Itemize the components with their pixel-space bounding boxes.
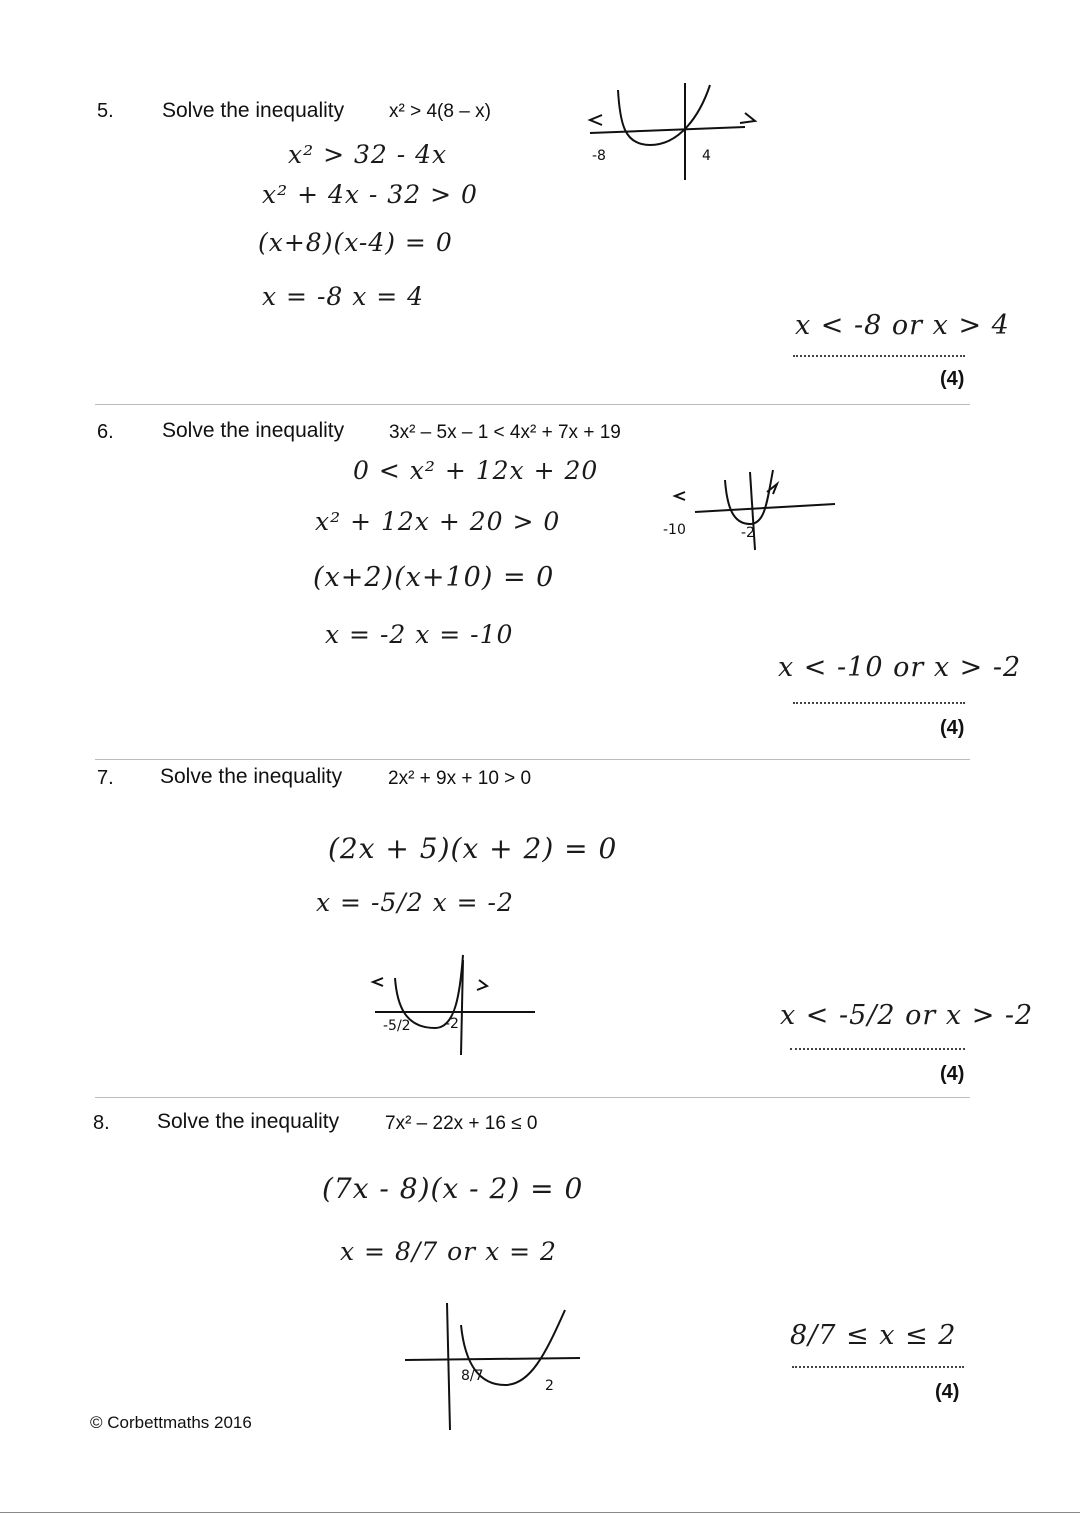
question-6-divider [95,759,970,760]
page-bottom-edge [0,1512,1080,1513]
question-6-prompt: Solve the inequality [162,419,345,442]
question-8-answer-line [792,1366,964,1368]
question-5-marks: (4) [940,368,965,390]
question-8-sketch [395,1295,585,1435]
question-8-marks: (4) [935,1381,960,1403]
question-7-marks: (4) [940,1063,965,1085]
question-5-working-line-1: x² > 32 - 4x [288,140,448,169]
question-6-sketch-label-right: -2 [741,525,755,541]
question-6-expression: 3x² – 5x – 1 < 4x² + 7x + 19 [389,422,621,443]
question-8-answer: 8/7 ≤ x ≤ 2 [790,1320,957,1351]
question-7-divider [95,1097,970,1098]
question-7-sketch-label-left: -5/2 [383,1018,411,1034]
question-7-answer: x < -5/2 or x > -2 [780,1000,1034,1031]
question-5-working-line-4: x = -8 x = 4 [262,282,425,311]
question-5-answer-line [793,355,965,357]
question-5-answer: x < -8 or x > 4 [795,310,1010,341]
question-5-sketch-label-right: 4 [702,148,711,164]
question-6-sketch [655,462,845,552]
question-7-sketch-label-right: -2 [445,1016,459,1032]
question-5-working-line-2: x² + 4x - 32 > 0 [262,180,478,209]
question-8-number: 8. [93,1112,110,1134]
question-8-prompt: Solve the inequality [157,1110,340,1133]
question-6-working-line-2: x² + 12x + 20 > 0 [315,507,561,536]
question-8-working-line-2: x = 8/7 or x = 2 [340,1237,557,1266]
question-7-number: 7. [97,767,114,789]
question-8-sketch-label-right: 2 [545,1378,554,1394]
question-6-number: 6. [97,421,114,443]
question-5-divider [95,404,970,405]
question-6-answer: x < -10 or x > -2 [778,652,1022,683]
question-5-number: 5. [97,100,114,122]
question-6-sketch-label-left: -10 [663,522,686,538]
question-5-expression: x² > 4(8 – x) [389,101,491,122]
question-6-working-line-1: 0 < x² + 12x + 20 [353,456,599,485]
question-5-sketch-label-left: -8 [592,148,606,164]
question-6-marks: (4) [940,717,965,739]
question-6-working-line-3: (x+2)(x+10) = 0 [313,562,555,593]
question-5-sketch [580,75,780,185]
question-7-sketch [355,950,545,1060]
question-8-sketch-label-left: 8/7 [461,1368,484,1384]
question-7-answer-line [790,1048,965,1050]
question-8-expression: 7x² – 22x + 16 ≤ 0 [385,1113,538,1134]
question-5-prompt: Solve the inequality [162,99,345,122]
question-7-expression: 2x² + 9x + 10 > 0 [388,768,532,789]
question-7-prompt: Solve the inequality [160,765,343,788]
question-6-working-line-4: x = -2 x = -10 [325,620,514,649]
question-7-working-line-1: (2x + 5)(x + 2) = 0 [328,832,618,865]
question-5-working-line-3: (x+8)(x-4) = 0 [258,228,453,257]
question-8-working-line-1: (7x - 8)(x - 2) = 0 [322,1172,584,1205]
question-6-answer-line [793,702,965,704]
copyright-text: © Corbettmaths 2016 [90,1413,252,1432]
question-7-working-line-2: x = -5/2 x = -2 [316,888,514,917]
